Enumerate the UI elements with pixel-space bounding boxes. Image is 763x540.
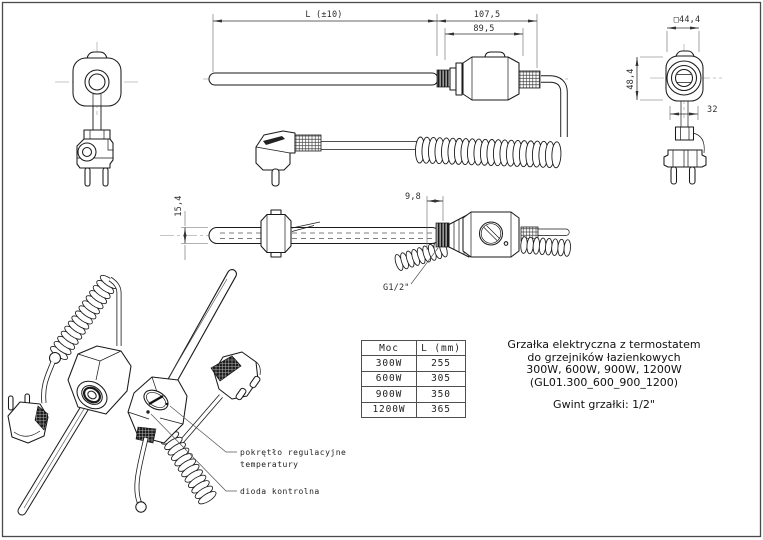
dim-length-total: L (±10)	[305, 10, 343, 20]
cell-l: 365	[417, 402, 466, 417]
col-header-moc: Moc	[362, 341, 417, 356]
table-row	[362, 356, 466, 371]
dim-height-48: 48,4	[626, 68, 636, 90]
thermostat-body-top	[463, 57, 519, 100]
col-header-l: L (mm)	[417, 341, 466, 356]
control-led-3d	[146, 410, 149, 413]
title-block	[495, 339, 713, 412]
title-line2: do grzejników łazienkowych	[527, 350, 681, 364]
cell-l: 350	[417, 387, 466, 402]
thread	[437, 70, 450, 87]
thread-spec-label: G1/2"	[383, 283, 410, 293]
view-end-right	[626, 15, 722, 184]
dim-107: 107,5	[473, 10, 501, 20]
table-row	[362, 387, 466, 402]
view-3d-right	[128, 274, 261, 512]
cell-moc: 600W	[362, 371, 417, 386]
table-header-row	[362, 341, 466, 356]
plug-3d-right	[211, 352, 261, 401]
plug-front-right	[664, 127, 706, 184]
view-side-mid	[160, 192, 571, 293]
table-row	[362, 371, 466, 386]
dim-square-44: □44,4	[673, 15, 701, 25]
knob-label-line2: temperatury	[240, 460, 299, 469]
view-end-left	[55, 42, 140, 186]
heating-rod-mid	[209, 228, 440, 244]
strain-relief	[519, 71, 540, 88]
dim-89: 89,5	[473, 24, 495, 34]
view-side-top	[203, 10, 570, 186]
dim-32: 32	[707, 105, 718, 115]
control-led-side	[504, 242, 508, 246]
temp-knob-side	[480, 222, 503, 245]
thread-mid	[436, 223, 449, 247]
cell-l: 305	[417, 371, 466, 386]
title-line4: (GL01.300_600_900_1200)	[529, 375, 679, 389]
table-row	[362, 402, 466, 417]
plug-side-left	[77, 130, 113, 186]
coil-3d-right	[160, 429, 218, 506]
cell-moc: 1200W	[362, 402, 417, 417]
power-length-table	[361, 340, 465, 418]
dim-thread-len: 9,8	[405, 192, 421, 202]
thread-note: Gwint grzałki: 1/2"	[553, 398, 655, 411]
plug-angled-top	[256, 131, 321, 186]
title-line3: 300W, 600W, 900W, 1200W	[526, 363, 682, 376]
diode-label: dioda kontrolna	[240, 487, 320, 496]
heating-rod	[209, 73, 438, 85]
cell-moc: 300W	[362, 356, 417, 371]
coiled-cable-top	[415, 137, 561, 168]
cell-l: 255	[417, 356, 466, 371]
cell-moc: 900W	[362, 387, 417, 402]
view-3d-left	[8, 273, 131, 511]
title-line1: Grzałka elektryczna z termostatem	[507, 338, 701, 351]
dim-rod-dia: 15,4	[174, 195, 184, 217]
coil-right-mid	[520, 236, 571, 256]
knob-label-line1: pokrętło regulacyjne	[240, 448, 347, 457]
mounting-nut	[261, 210, 291, 257]
